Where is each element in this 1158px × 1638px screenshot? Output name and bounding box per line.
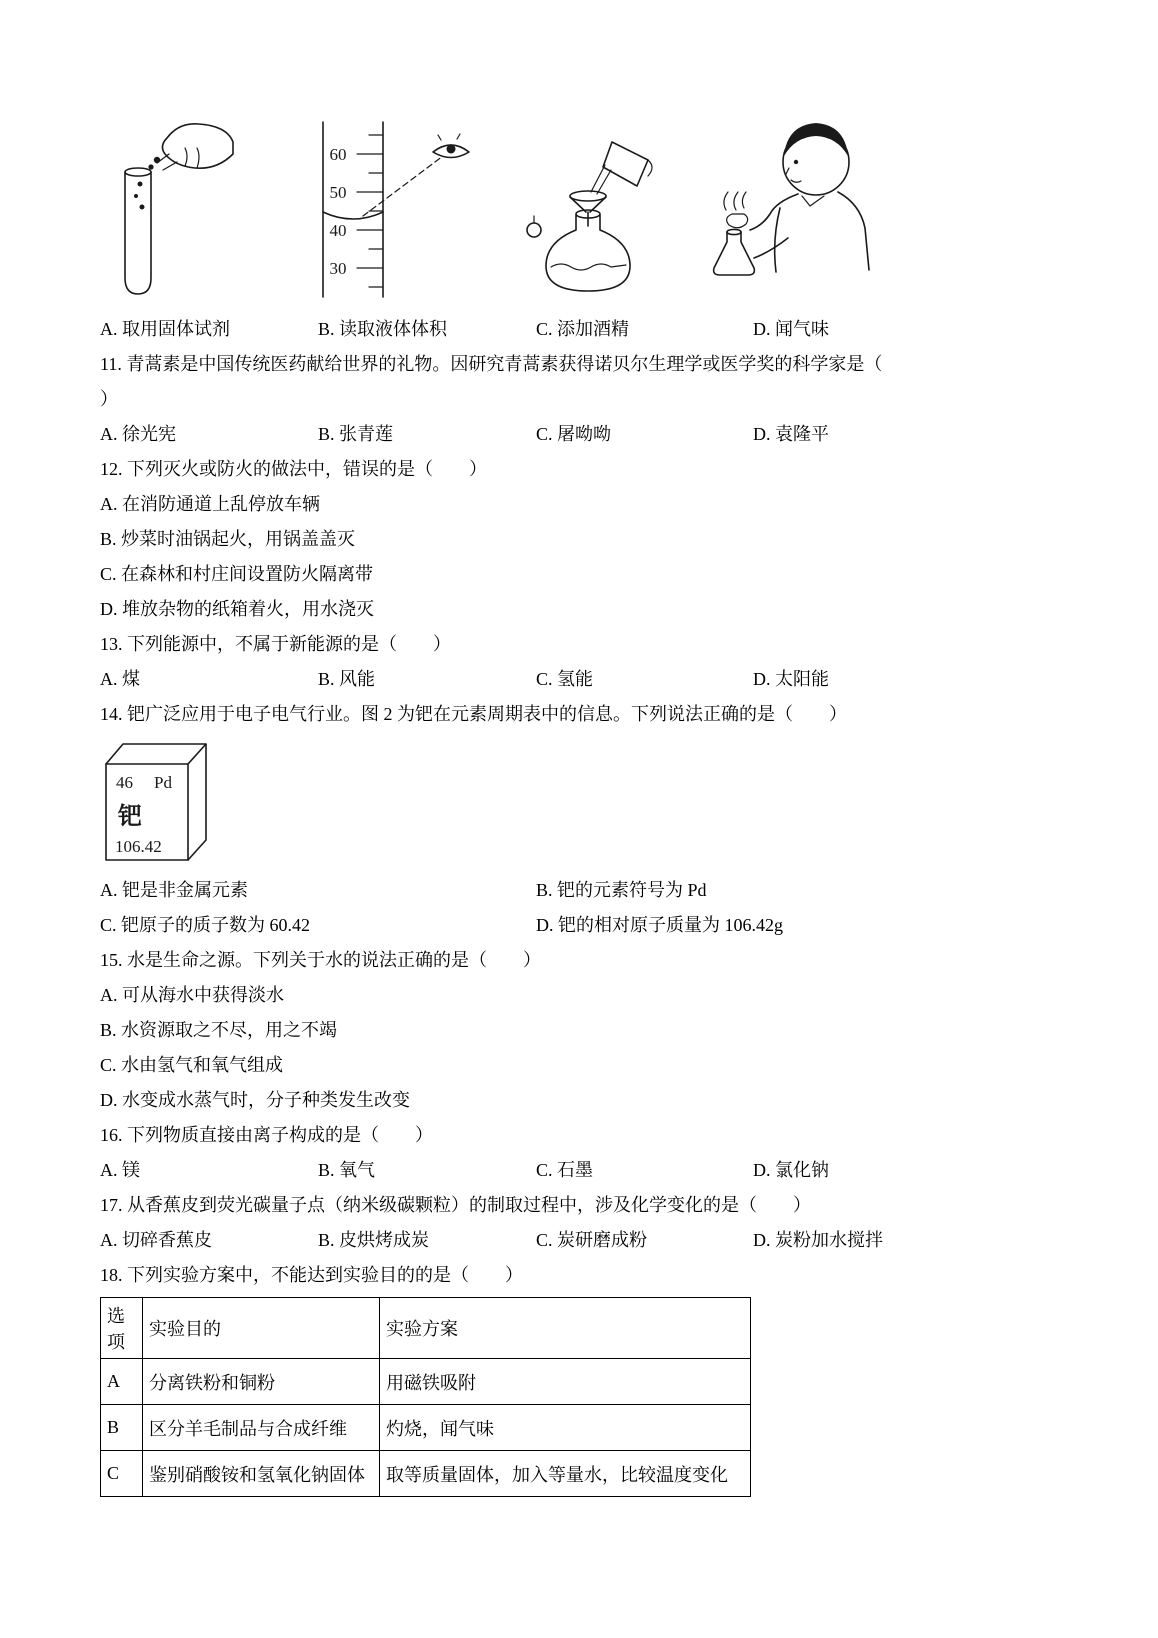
scale-ticks	[357, 135, 383, 287]
q17-option-d: D. 炭粉加水搅拌	[753, 1230, 883, 1250]
q14-options-row2	[100, 908, 1100, 943]
q18-table	[100, 1297, 751, 1497]
boy-hair	[784, 123, 848, 156]
q11-option-d: D. 袁隆平	[753, 424, 829, 444]
q12-option-a: A. 在消防通道上乱停放车辆	[100, 494, 320, 514]
q11-stem-line1: 11. 青蒿素是中国传统医药献给世界的礼物。因研究青蒿素获得诺贝尔生理学或医学奖的科学家是（	[100, 354, 883, 374]
table-header-row	[101, 1298, 751, 1359]
row-c-goal: 鉴别硝酸铵和氢氧化钠固体	[143, 1451, 380, 1497]
q18-stem: 18. 下列实验方案中，不能达到实验目的的是（ ）	[100, 1265, 523, 1285]
q12-stem: 12. 下列灭火或防火的做法中，错误的是（ ）	[100, 459, 487, 479]
row-b-plan: 灼烧，闻气味	[380, 1405, 751, 1451]
table-row	[101, 1405, 751, 1451]
q10-figures	[100, 106, 1100, 302]
graduated-cylinder-illustration	[305, 116, 477, 302]
header-goal: 实验目的	[143, 1298, 380, 1359]
row-a-plan: 用磁铁吸附	[380, 1359, 751, 1405]
q14-option-d: D. 钯的相对原子质量为 106.42g	[536, 915, 783, 935]
row-c-option: C	[101, 1451, 143, 1497]
q10-options-row	[100, 312, 1100, 347]
q13-options-row	[100, 662, 1100, 697]
lamp-cap	[527, 216, 541, 237]
q10-option-d: D. 闻气味	[753, 319, 829, 339]
hand-icon	[162, 124, 233, 168]
q14-option-c: C. 钯原子的质子数为 60.42	[100, 915, 311, 935]
q12-option-d: D. 堆放杂物的纸箱着火，用水浇灭	[100, 599, 374, 619]
tick-label-40: 40	[329, 221, 347, 240]
header-option: 选项	[101, 1298, 143, 1359]
element-mass: 106.42	[115, 837, 162, 856]
q13-stem: 13. 下列能源中，不属于新能源的是（ ）	[100, 634, 451, 654]
q13-option-c: C. 氢能	[536, 669, 594, 689]
q14-stem: 14. 钯广泛应用于电子电气行业。图 2 为钯在元素周期表中的信息。下列说法正确的是（ ）	[100, 704, 847, 724]
element-box-top	[106, 744, 206, 764]
boy-body	[750, 192, 869, 272]
q15-stem: 15. 水是生命之源。下列关于水的说法正确的是（ ）	[100, 950, 541, 970]
q17-stem: 17. 从香蕉皮到荧光碳量子点（纳米级碳颗粒）的制取过程中，涉及化学变化的是（ ）	[100, 1195, 811, 1215]
liquid-level	[551, 264, 626, 270]
q16-option-a: A. 镁	[100, 1160, 140, 1180]
q16-option-d: D. 氯化钠	[753, 1160, 829, 1180]
q14-option-a: A. 钯是非金属元素	[100, 880, 248, 900]
sight-line	[363, 156, 443, 216]
q17-option-a: A. 切碎香蕉皮	[100, 1230, 212, 1250]
q11-option-c: C. 屠呦呦	[536, 424, 612, 444]
header-plan: 实验方案	[380, 1298, 751, 1359]
q10-option-c: C. 添加酒精	[536, 319, 630, 339]
meniscus	[323, 212, 383, 219]
q16-option-b: B. 氧气	[318, 1160, 376, 1180]
q11-option-b: B. 张青莲	[318, 424, 394, 444]
tick-label-30: 30	[329, 259, 347, 278]
solid-reagent-illustration	[105, 110, 240, 302]
gas-waves	[724, 192, 746, 210]
q11-stem-line2: ）	[100, 389, 118, 409]
q15-option-a: A. 可从海水中获得淡水	[100, 985, 284, 1005]
beaker-pouring	[603, 142, 652, 186]
element-box-illustration	[102, 738, 214, 864]
eye-icon	[433, 134, 469, 158]
q10-option-b: B. 读取液体体积	[318, 319, 448, 339]
q15-option-c: C. 水由氢气和氧气组成	[100, 1055, 284, 1075]
element-symbol: Pd	[154, 773, 172, 792]
q11-options-row	[100, 417, 1100, 452]
test-tube	[125, 172, 151, 294]
row-a-goal: 分离铁粉和铜粉	[143, 1359, 380, 1405]
q17-options-row	[100, 1223, 1100, 1258]
tick-label-50: 50	[329, 183, 347, 202]
q11-option-a: A. 徐光宪	[100, 424, 176, 444]
q13-option-d: D. 太阳能	[753, 669, 829, 689]
table-row	[101, 1451, 751, 1497]
q10-option-a: A. 取用固体试剂	[100, 319, 230, 339]
flask	[714, 229, 755, 275]
q13-option-a: A. 煤	[100, 669, 140, 689]
q12-option-c: C. 在森林和村庄间设置防火隔离带	[100, 564, 374, 584]
q16-option-c: C. 石墨	[536, 1160, 594, 1180]
q14-option-b: B. 钯的元素符号为 Pd	[536, 880, 707, 900]
q17-option-c: C. 炭研磨成粉	[536, 1230, 648, 1250]
table-row	[101, 1359, 751, 1405]
q15-option-d: D. 水变成水蒸气时，分子种类发生改变	[100, 1090, 410, 1110]
element-name: 钯	[118, 804, 142, 830]
tick-label-60: 60	[329, 145, 347, 164]
wafting-hand	[727, 214, 748, 228]
adding-alcohol-illustration	[518, 134, 660, 300]
row-c-plan: 取等质量固体，加入等量水，比较温度变化	[380, 1451, 751, 1497]
q17-option-b: B. 皮烘烤成炭	[318, 1230, 430, 1250]
q15-option-b: B. 水资源取之不尽，用之不竭	[100, 1020, 338, 1040]
test-tube-mouth	[125, 168, 151, 176]
q16-stem: 16. 下列物质直接由离子构成的是（ ）	[100, 1125, 433, 1145]
element-number: 46	[116, 773, 133, 792]
row-b-goal: 区分羊毛制品与合成纤维	[143, 1405, 380, 1451]
q12-option-b: B. 炒菜时油锅起火，用锅盖盖灭	[100, 529, 356, 549]
q13-option-b: B. 风能	[318, 669, 376, 689]
q16-options-row	[100, 1153, 1100, 1188]
q14-options-row1	[100, 873, 1100, 908]
row-b-option: B	[101, 1405, 143, 1451]
row-a-option: A	[101, 1359, 143, 1405]
smell-gas-illustration	[688, 110, 880, 306]
